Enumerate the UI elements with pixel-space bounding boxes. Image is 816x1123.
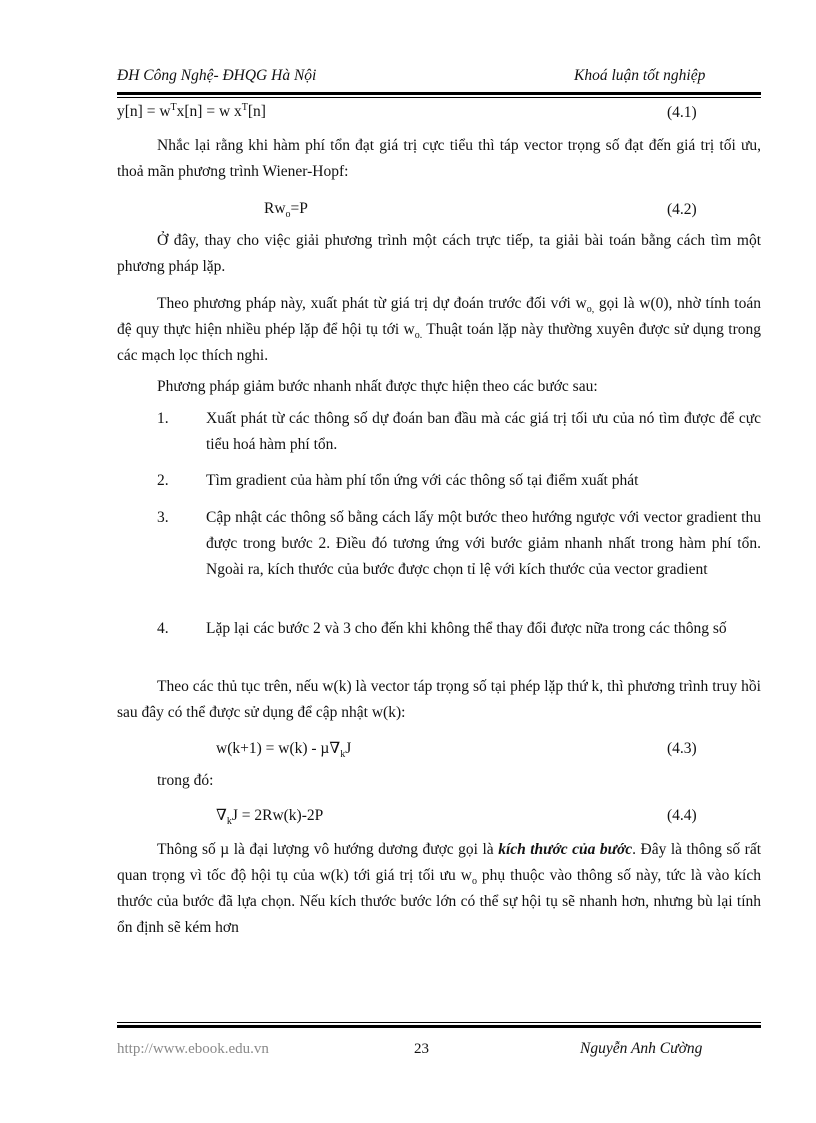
equation-4-2-number: (4.2) — [667, 201, 697, 218]
step-3-text: Cập nhật các thông số bằng cách lấy một bước theo hướng ngược với vector gradient thu được trong bước 2. Điều đó tương ứng với bước giảm nhanh nhất trong hàm phí tổn. Ngoài ra, kích thước của bước được chọn tỉ lệ với kích thước của vector gradient — [206, 509, 761, 578]
step-1-text: Xuất phát từ các thông số dự đoán ban đầu mà các giá trị tối ưu của nó tìm được để cực tiểu hoá hàm phí tổn. — [206, 410, 761, 453]
paragraph-iterative: Ở đây, thay cho việc giải phương trình một cách trực tiếp, ta giải bài toán bằng cách tìm một phương pháp lặp. — [117, 232, 761, 275]
para3-sub1: o, — [586, 304, 595, 316]
para6-emphasis: kích thước của bước — [498, 841, 633, 858]
page-number: 23 — [414, 1041, 429, 1057]
equation-4-3-number: (4.3) — [667, 740, 697, 757]
equation-4-2: $Rw_o=P$ — [264, 200, 308, 221]
where-label: trong đó: — [157, 772, 214, 789]
footer-url: http://www.ebook.edu.vn — [117, 1041, 269, 1057]
para3-before: Theo phương pháp này, xuất phát từ giá trị dự đoán trước đối với w — [157, 295, 587, 312]
header-right: Khoá luận tốt nghiệp — [574, 67, 706, 84]
step-4-number: 4. — [157, 620, 169, 637]
equation-4-1: $y[n] = w^Tx[n] = w$ $x^T[n]$ — [117, 101, 266, 120]
step-2-number: 2. — [157, 472, 169, 489]
para3-after: Thuật toán lặp này thường xuyên được sử dụng trong các mạch lọc thích nghi. — [117, 321, 761, 364]
step-3-number: 3. — [157, 509, 169, 526]
para3-middle: gọi là w(0), nhờ tính toán đệ quy thực hiện nhiều phép lặp để hội tụ tới w — [117, 295, 761, 338]
equation-4-4: $\nabla_kJ = 2Rw(k)-2P$ — [216, 807, 324, 828]
para6-after: phụ thuộc vào thông số này, tức là vào kích thước của bước đã lựa chọn. Nếu kích thước bước lớn có thể sự hội tụ sẽ nhanh hơn, nhưng bù lại tính ổn định sẽ kém hơn — [117, 867, 761, 936]
equation-4-1-number: (4.1) — [667, 104, 697, 121]
equation-4-4-number: (4.4) — [667, 807, 697, 824]
para6-sub: o — [471, 876, 477, 888]
para6-before: Thông số µ là đại lượng vô hướng dương được gọi là — [157, 841, 499, 858]
paragraph-recurrence: Theo các thủ tục trên, nếu w(k) là vector táp trọng số tại phép lặp thứ k, thì phương trình truy hồi sau đây có thể được sử dụng để cập nhật w(k): — [117, 678, 761, 721]
equation-4-3: $w(k+1) = w(k) - \mu\nabla_kJ$ — [216, 740, 352, 761]
paragraph-steps-intro: Phương pháp giảm bước nhanh nhất được thực hiện theo các bước sau: — [157, 378, 598, 395]
step-1-number: 1. — [157, 410, 169, 427]
paragraph-step-size — [117, 837, 761, 941]
paragraph-wiener-hopf: Nhắc lại rằng khi hàm phí tổn đạt giá trị cực tiểu thì táp vector trọng số đạt đến giá trị tối ưu, thoả mãn phương trình Wiener-Hopf: — [117, 137, 761, 180]
header-rule-thin — [117, 97, 761, 98]
header-left: ĐH Công Nghệ- ĐHQG Hà Nội — [117, 67, 317, 84]
footer-rule-thin — [117, 1022, 761, 1023]
footer-author: Nguyễn Anh Cường — [580, 1040, 703, 1057]
paragraph-method — [117, 291, 761, 369]
header-rule-thick — [117, 92, 761, 95]
para6-middle: . Đây là thông số rất quan trọng vì tốc độ hội tụ của w(k) tới giá trị tối ưu w — [117, 841, 762, 884]
footer-rule-thick — [117, 1025, 761, 1028]
step-2-text: Tìm gradient của hàm phí tổn ứng với các thông số tại điểm xuất phát — [206, 472, 639, 489]
step-4-text: Lặp lại các bước 2 và 3 cho đến khi không thể thay đổi được nữa trong các thông số — [206, 620, 727, 637]
para3-sub2: o. — [414, 330, 423, 342]
